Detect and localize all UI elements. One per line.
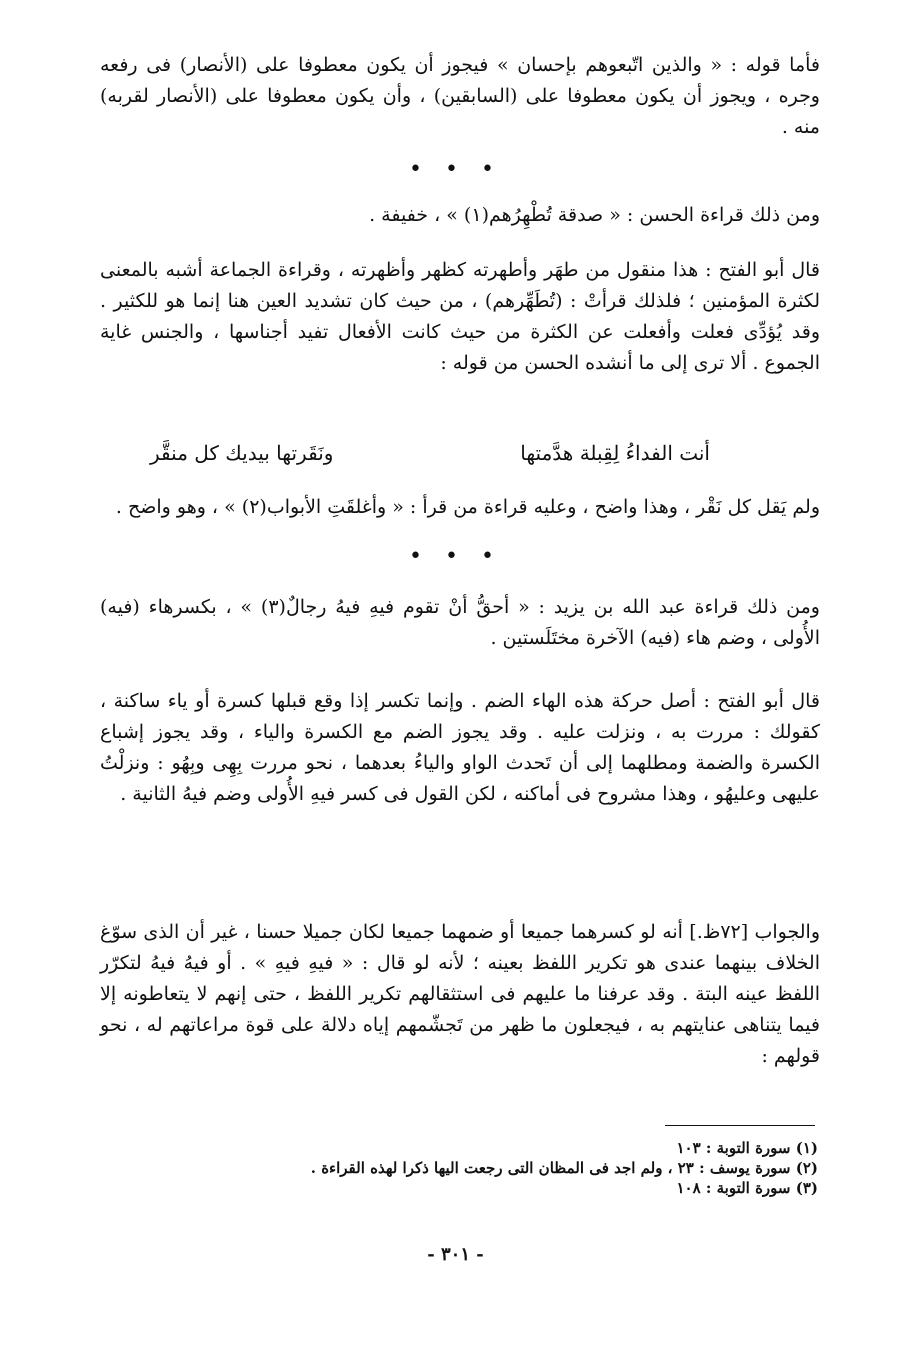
- paragraph-5: ومن ذلك قراءة عبد الله بن يزيد : « أحقُّ أنْ تقوم فيهِ فيهُ رجالٌ(٣) » ، بكسرهاء (فيه) الأُولى ، وضم هاء (فيه) الآخرة مختَلَستين .: [100, 596, 820, 649]
- poetry-verse: [150, 436, 710, 470]
- paragraph-6: قال أبو الفتح : أصل حركة هذه الهاء الضم . وإنما تكسر إذا وقع قبلها كسرة أو ياء ساكنة ، كقولك : مررت به ، ونزلت عليه . وقد يجوز الضم مع الكسرة والياء ، وقد يجوز إشباع الكسرة والضمة ومطلهما إلى أن تَحدث الواو والياءُ بعدهما ، نحو مررت بِهِى وبِهُو : ونزلْتُ عليهى وعليهُو ، وهذا مشروح فى أماكنه ، لكن القول فى كسر فيهِ الأُولى وضم فيهُ الثانية .: [100, 690, 820, 805]
- footnotes: [100, 1138, 818, 1198]
- verse-first-hemistich: أنت الفداءُ لِقِبلة هدَّمتها: [520, 441, 710, 465]
- verse-second-hemistich: ونَقَرتها بيديك كل منقَّر: [150, 441, 334, 465]
- footnote-1: (١) سورة التوبة : ١٠٣: [676, 1139, 818, 1157]
- paragraph-3: قال أبو الفتح : هذا منقول من طهَر وأطهرته كظهر وأظهرته ، وقراءة الجماعة أشبه بالمعنى لكثرة المؤمنين ؛ فلذلك قرأتْ : (تُطَهِّرهم) ، من حيث كان تشديد العين هنا إنما هو للكثير . وقد يُؤدِّى فعلت وأفعلت عن الكثرة من حيث كانت الأفعال تفيد أجناسها ، والجنس غاية الجموع . ألا ترى إلى ما أنشده الحسن من قوله :: [100, 259, 820, 374]
- footnote-2: (٢) سورة يوسف : ٢٣ ، ولم اجد فى المظان التى رجعت اليها ذكرا لهذه القراءة .: [310, 1159, 818, 1177]
- footnote-3: (٣) سورة التوبة : ١٠٨: [676, 1179, 818, 1197]
- paragraph-4: ولم يَقل كل نَقْر ، وهذا واضح ، وعليه قراءة من قرأ : « وأغلقَتِ الأبواب(٢) » ، وهو واضح .: [115, 496, 820, 518]
- paragraph-2: ومن ذلك قراءة الحسن : « صدقة تُطْهِرُهم(١) » ، خفيفة .: [369, 204, 820, 226]
- section-separator-1: • • •: [409, 157, 502, 182]
- paragraph-7: والجواب [٧٢ظ.] أنه لو كسرهما جميعا أو ضمهما جميعا لكان جميلا حسنا ، غير أن الذى سوّغ الخلاف بينهما عندى هو تكرير اللفظ بعينه ؛ لأنه لو قال : « فيهِ فيهِ » . أو فيهُ فيهُ لتكرّر اللفظ عينه البتة . وقد عرفنا ما عليهم فى استثقالهم تكرير اللفظ ، حتى إنهم لا يتعاطونه إلا فيما يتناهى عنايتهم به ، فيجعلون ما ظهر من تَجشّمهم إياه دلالة على قوة مراعاتهم له ، نحو قولهم :: [100, 921, 820, 1067]
- page-number: - ٣٠١ -: [427, 1244, 484, 1265]
- footnote-divider: [665, 1125, 815, 1126]
- section-separator-2: • • •: [409, 544, 502, 569]
- paragraph-1: فأما قوله : « والذين اتّبعوهم بإحسان » فيجوز أن يكون معطوفا على (الأنصار) فى رفعه وجره ، ويجوز أن يكون معطوفا على (السابقين) ، وأن يكون معطوفا على (الأنصار لقربه) منه .: [100, 54, 820, 138]
